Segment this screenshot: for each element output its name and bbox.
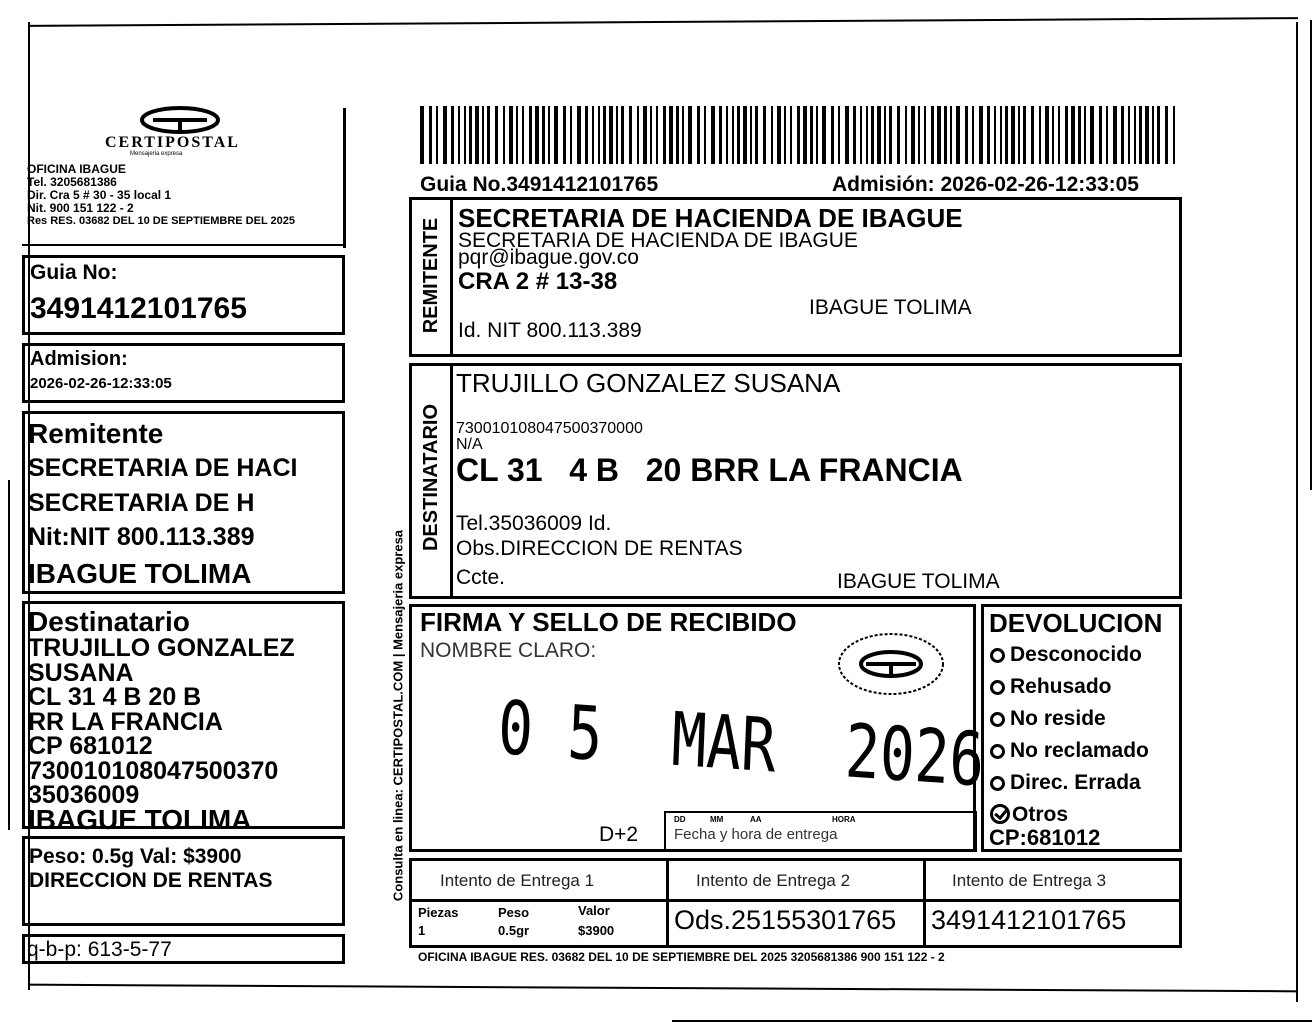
summary-guia: 3491412101765 (931, 905, 1127, 935)
barcode-bar (1139, 106, 1142, 164)
barcode-bar (1058, 106, 1060, 164)
devolucion-title: DEVOLUCION (989, 608, 1163, 638)
checked-circle-icon (990, 804, 1010, 824)
barcode-bar (1011, 106, 1015, 164)
remitente-address: CRA 2 # 13-38 (458, 268, 618, 295)
left-dest-lines (28, 634, 295, 835)
barcode-bar (420, 106, 424, 164)
barcode-bar (719, 106, 722, 164)
destinatario-obs: Obs.DIRECCION DE RENTAS (456, 537, 743, 560)
devolucion-option-otros[interactable]: Otros (990, 799, 1149, 831)
barcode-bar (838, 106, 840, 164)
left-remitente-line3: Nit:NIT 800.113.389 (28, 523, 255, 551)
left-admision-value: 2026-02-26-12:33:05 (30, 375, 172, 392)
destinatario-side-divider (450, 366, 453, 597)
barcode-bar (529, 106, 532, 164)
barcode-bar (656, 106, 658, 164)
barcode-bar (585, 106, 588, 164)
devolucion-cp: CP:681012 (989, 825, 1101, 850)
barcode-bar (704, 106, 706, 164)
destinatario-ccte: Ccte. (456, 566, 506, 589)
left-dest-line2: SUSANA (28, 658, 134, 687)
left-qbp-box (22, 934, 345, 964)
barcode-bar (944, 106, 947, 164)
barcode-bar (866, 106, 868, 164)
fecha-label: Fecha y hora de entrega (674, 826, 838, 843)
barcode-bar (877, 106, 881, 164)
barcode-bar (816, 106, 818, 164)
radio-circle-icon (990, 712, 1005, 727)
barcode-bar (592, 106, 594, 164)
barcode-bar (979, 106, 983, 164)
left-peso-box (22, 836, 345, 926)
barcode-bar (822, 106, 826, 164)
office-resolution: Res RES. 03682 DEL 10 DE SEPTIEMBRE DEL 2025 (27, 215, 295, 227)
barcode-bar (803, 106, 807, 164)
barcode-bar (905, 106, 907, 164)
barcode-bar (522, 106, 524, 164)
destinatario-city: IBAGUE TOLIMA (837, 570, 1000, 593)
barcode-bar (726, 106, 728, 164)
left-remitente-line1: SECRETARIA DE HACI (28, 454, 298, 482)
barcode-bar (682, 106, 684, 164)
scan-edge-left (8, 480, 10, 830)
barcode-bar (937, 106, 941, 164)
scan-edge-bottom (672, 1020, 1312, 1022)
barcode-bar (1018, 106, 1020, 164)
barcode-bar (637, 106, 639, 164)
barcode-bar (482, 106, 484, 164)
destinatario-side-label: DESTINATARIO (420, 403, 442, 552)
barcode-bar (1045, 106, 1049, 164)
intentos-row (409, 858, 1182, 948)
barcode-bar (1134, 106, 1136, 164)
barcode-bar (516, 106, 518, 164)
barcode-bar (487, 106, 490, 164)
firma-dplus: D+2 (599, 823, 639, 846)
destinatario-code: 730010108047500370000 (456, 420, 643, 437)
left-dest-line3: CL 31 4 B 20 B (28, 683, 202, 711)
barcode-bar (972, 106, 974, 164)
barcode-bar (784, 106, 786, 164)
barcode-graphic (420, 106, 1180, 164)
logo-emblem-icon (95, 104, 265, 138)
receipt-stamp-icon (836, 631, 946, 697)
barcode-bar (860, 106, 862, 164)
barcode-bar (676, 106, 679, 164)
valor-label: Valor (578, 903, 610, 918)
peso-value: 0.5gr (498, 923, 530, 938)
barcode-bar (771, 106, 773, 164)
barcode-bar (629, 106, 632, 164)
left-obs-line: DIRECCION DE RENTAS (29, 869, 273, 892)
scan-border-bottom (28, 984, 1298, 993)
intento-3: Intento de Entrega 3 (952, 871, 1107, 890)
destinatario-box (409, 363, 1182, 599)
vertical-note: Consulta en linea: CERTIPOSTAL.COM | Mensajeria expresa (390, 529, 406, 902)
barcode-bar (1099, 106, 1102, 164)
barcode-bar (1106, 106, 1108, 164)
barcode-bar (711, 106, 715, 164)
office-info (27, 163, 295, 228)
barcode-bar (737, 106, 740, 164)
barcode-bar (669, 106, 673, 164)
left-dest-line4: RR LA FRANCIA (28, 707, 223, 736)
left-dest-line1: TRUJILLO GONZALEZ (28, 634, 295, 662)
remitente-side-divider (450, 200, 453, 355)
barcode-bar (797, 106, 800, 164)
barcode-bar (1165, 106, 1168, 164)
left-destinatario-box (22, 601, 345, 835)
barcode-bar (987, 106, 990, 164)
barcode-bar (918, 106, 920, 164)
barcode-bar (577, 106, 581, 164)
left-remitente-line4: IBAGUE TOLIMA (28, 558, 252, 589)
barcode-bar (570, 106, 572, 164)
barcode-bar (884, 106, 886, 164)
barcode-bar (509, 106, 513, 164)
left-dest-line5: CP 681012 (28, 732, 153, 760)
barcode-bar (777, 106, 781, 164)
logo-brand: CERTIPOSTAL (105, 134, 240, 151)
fecha-dd: DD (674, 815, 686, 824)
left-admision-label: Admision: (30, 348, 128, 370)
left-guia-value: 3491412101765 (30, 292, 247, 325)
barcode-bar (621, 106, 624, 164)
barcode-bar (994, 106, 996, 164)
barcode (420, 106, 1180, 164)
barcode-bar (1128, 106, 1130, 164)
barcode-bar (831, 106, 834, 164)
barcode-bar (810, 106, 813, 164)
radio-circle-icon (990, 680, 1005, 695)
left-dest-line6: 730010108047500370 (28, 756, 279, 785)
barcode-bar (554, 106, 558, 164)
barcode-bar (643, 106, 647, 164)
barcode-bar (697, 106, 700, 164)
left-guia-label: Guia No: (30, 261, 118, 284)
devolucion-box (981, 604, 1182, 852)
left-admision-box (22, 343, 345, 403)
intentos-vdivider2 (923, 861, 926, 945)
devolucion-option-direc-errada[interactable]: Direc. Errada (990, 767, 1149, 799)
barcode-bar (458, 106, 460, 164)
intentos-vdivider1 (666, 861, 669, 945)
valor-value: $3900 (578, 923, 615, 938)
barcode-bar (1157, 106, 1160, 164)
devolucion-option-no-reclamado[interactable]: No reclamado (990, 735, 1149, 767)
peso-label: Peso (498, 905, 530, 920)
left-column-divider (343, 108, 346, 248)
barcode-bar (495, 106, 498, 164)
barcode-bar (650, 106, 652, 164)
barcode-bar (1031, 106, 1034, 164)
remitente-id: Id. NIT 800.113.389 (458, 319, 642, 342)
piezas-label: Piezas (418, 905, 459, 920)
barcode-bar (1023, 106, 1026, 164)
left-remitente-title: Remitente (28, 418, 164, 449)
barcode-bar (1173, 106, 1175, 164)
barcode-bar (743, 106, 747, 164)
barcode-bar (845, 106, 849, 164)
barcode-bar (750, 106, 752, 164)
intento-1: Intento de Entrega 1 (440, 871, 595, 890)
barcode-bar (598, 106, 600, 164)
remitente-box (409, 197, 1182, 357)
fecha-hora: HORA (832, 815, 856, 824)
barcode-bar (475, 106, 479, 164)
logo-tagline: Mensajeria expresa (130, 151, 183, 157)
barcode-bar (956, 106, 960, 164)
barcode-bar (464, 106, 466, 164)
barcode-bar (1039, 106, 1041, 164)
barcode-bar (429, 106, 432, 164)
radio-circle-icon (990, 776, 1005, 791)
left-guia-box (22, 255, 345, 335)
office-address: Dir. Cra 5 # 30 - 35 local 1 (27, 188, 172, 202)
left-dest-line8: IBAGUE TOLIMA (28, 803, 252, 835)
barcode-bar (1071, 106, 1075, 164)
office-name: OFICINA IBAGUE (27, 162, 126, 176)
barcode-bar (1052, 106, 1054, 164)
radio-circle-icon (990, 744, 1005, 759)
left-remitente-line2: SECRETARIA DE H (28, 489, 255, 517)
scan-border-top (28, 17, 1298, 27)
left-remitente-box (22, 411, 345, 594)
summary-ods: Ods.25155301765 (674, 905, 897, 935)
office-underline (22, 244, 344, 246)
barcode-bar (1078, 106, 1081, 164)
remitente-email: pqr@ibague.gov.co (458, 246, 639, 269)
radio-circle-icon (990, 648, 1005, 663)
barcode-bar (950, 106, 952, 164)
remitente-name: SECRETARIA DE HACIENDA DE IBAGUE (458, 203, 963, 233)
barcode-bar (1152, 106, 1154, 164)
barcode-bar (469, 106, 472, 164)
left-dest-title: Destinatario (28, 606, 190, 637)
devolucion-option-desconocido[interactable]: Desconocido (990, 639, 1149, 671)
barcode-bar (871, 106, 874, 164)
barcode-bar (451, 106, 454, 164)
destinatario-tel: Tel.35036009 Id. (456, 512, 612, 535)
barcode-bar (688, 106, 692, 164)
firma-box (409, 604, 986, 852)
barcode-bar (503, 106, 505, 164)
header-admision: Admisión: 2026-02-26-12:33:05 (832, 173, 1139, 196)
certipostal-logo (95, 104, 265, 158)
barcode-bar (1145, 106, 1149, 164)
fecha-entrega-box (664, 811, 977, 852)
remitente-city: IBAGUE TOLIMA (809, 296, 972, 319)
barcode-bar (924, 106, 926, 164)
fecha-mm: MM (710, 815, 724, 824)
barcode-bar (755, 106, 758, 164)
piezas-value: 1 (418, 923, 426, 938)
barcode-bar (609, 106, 613, 164)
devolucion-options (990, 639, 1149, 831)
barcode-bar (443, 106, 447, 164)
barcode-bar (763, 106, 766, 164)
intentos-hdivider (412, 899, 1179, 902)
remitente-name2: SECRETARIA DE HACIENDA DE IBAGUE (458, 229, 858, 252)
remitente-side-label: REMITENTE (420, 217, 442, 334)
barcode-bar (1065, 106, 1068, 164)
barcode-bar (1084, 106, 1086, 164)
barcode-bar (663, 106, 666, 164)
intento-2: Intento de Entrega 2 (696, 871, 851, 890)
left-qbp: q-b-p: 613-5-77 (27, 938, 172, 961)
barcode-bar (732, 106, 734, 164)
footer-text: OFICINA IBAGUE RES. 03682 DEL 10 DE SEPTIEMBRE DEL 2025 3205681386 900 151 122 - 2 (418, 950, 945, 964)
barcode-bar (889, 106, 892, 164)
scan-border-right (1296, 22, 1298, 1002)
scan-edge-right (1310, 20, 1312, 490)
barcode-bar (436, 106, 438, 164)
barcode-bar (1000, 106, 1002, 164)
barcode-bar (1113, 106, 1117, 164)
barcode-bar (535, 106, 539, 164)
barcode-bar (790, 106, 792, 164)
fecha-aa: AA (750, 815, 762, 824)
barcode-bar (616, 106, 618, 164)
office-tel: Tel. 3205681386 (27, 175, 117, 189)
barcode-bar (542, 106, 545, 164)
destinatario-na: N/A (456, 436, 483, 453)
barcode-bar (1090, 106, 1094, 164)
barcode-bar (965, 106, 968, 164)
barcode-bar (1121, 106, 1124, 164)
barcode-bar (1005, 106, 1008, 164)
barcode-bar (563, 106, 566, 164)
barcode-bar (911, 106, 915, 164)
barcode-bar (897, 106, 900, 164)
stamp-date: 0 5 MAR 2026 (496, 685, 986, 804)
destinatario-address: CL 31 4 B 20 BRR LA FRANCIA (456, 452, 963, 488)
firma-nombre-label: NOMBRE CLARO: (420, 639, 597, 662)
header-guia: Guia No.3491412101765 (420, 173, 659, 196)
left-peso-line: Peso: 0.5g Val: $3900 (29, 845, 242, 868)
devolucion-option-no-reside[interactable]: No reside (990, 703, 1149, 735)
office-nit: Nit. 900 151 122 - 2 (27, 201, 134, 215)
barcode-bar (548, 106, 550, 164)
barcode-bar (853, 106, 856, 164)
firma-title: FIRMA Y SELLO DE RECIBIDO (420, 607, 797, 637)
devolucion-option-rehusado[interactable]: Rehusado (990, 671, 1149, 703)
left-dest-line7: 35036009 (28, 781, 140, 809)
barcode-bar (603, 106, 606, 164)
destinatario-name: TRUJILLO GONZALEZ SUSANA (456, 368, 841, 398)
barcode-bar (931, 106, 934, 164)
